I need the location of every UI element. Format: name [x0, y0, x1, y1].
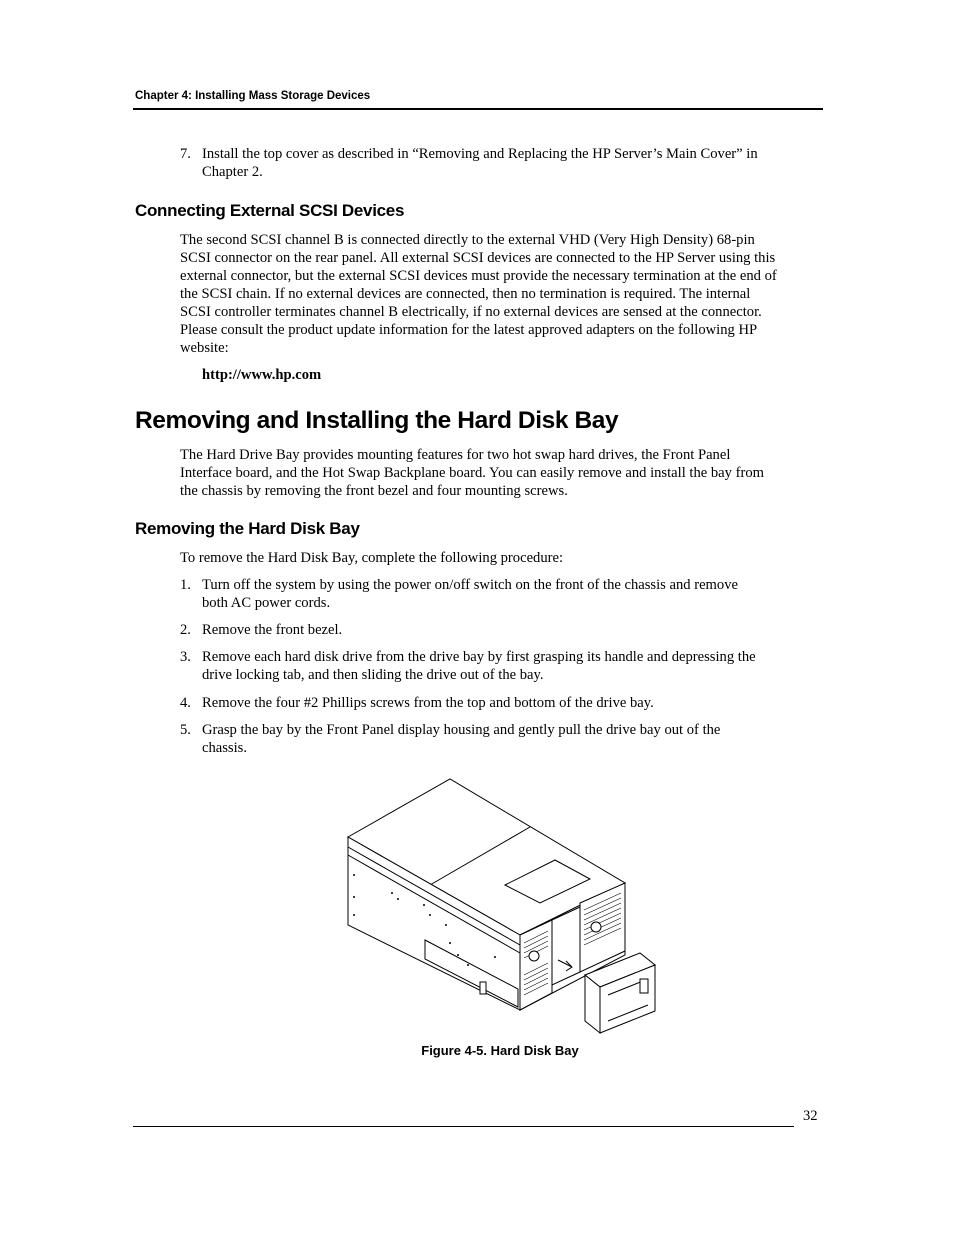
step-5-text	[202, 721, 812, 757]
figure-caption: Figure 4-5. Hard Disk Bay	[421, 1043, 579, 1058]
paragraph-line: SCSI controller terminates channel B electrically, if no external devices are sensed at the connector.	[180, 304, 762, 320]
step-2-number: 2.	[180, 622, 191, 638]
step-7-line-2: Chapter 2.	[202, 164, 263, 180]
step-line: chassis.	[202, 740, 247, 756]
heading-hard-disk-bay: Removing and Installing the Hard Disk Bay	[135, 407, 619, 434]
step-7-text	[202, 145, 812, 181]
step-4-text: Remove the four #2 Phillips screws from the top and bottom of the drive bay.	[202, 695, 654, 711]
running-header: Chapter 4: Installing Mass Storage Devices	[135, 90, 371, 102]
heading-external-scsi: Connecting External SCSI Devices	[135, 201, 405, 220]
procedure-intro: To remove the Hard Disk Bay, complete the following procedure:	[180, 550, 564, 566]
paragraph-line: The Hard Drive Bay provides mounting features for two hot swap hard drives, the Front Panel	[180, 447, 731, 463]
step-line: Remove each hard disk drive from the drive bay by first grasping its handle and depressing the	[202, 649, 756, 665]
paragraph-line: external connector, but the external SCSI devices must provide the necessary termination at the end of	[180, 268, 777, 284]
step-7-line-1: Install the top cover as described in “Removing and Replacing the HP Server’s Main Cover” in	[202, 146, 758, 162]
hp-website-url: http://www.hp.com	[202, 367, 322, 383]
step-7-number: 7.	[180, 146, 191, 162]
paragraph-external-scsi	[180, 231, 825, 357]
step-3-number: 3.	[180, 649, 191, 665]
footer-rule	[133, 1126, 794, 1127]
paragraph-line: website:	[180, 340, 229, 356]
paragraph-line: the chassis by removing the front bezel and four mounting screws.	[180, 483, 568, 499]
paragraph-hard-disk-bay	[180, 446, 825, 500]
paragraph-line: the SCSI chain. If no external devices are connected, then no termination is required. The internal	[180, 286, 751, 302]
header-rule	[133, 108, 823, 110]
step-line: Grasp the bay by the Front Panel display housing and gently pull the drive bay out of the	[202, 722, 721, 738]
hard-disk-bay-illustration	[340, 775, 665, 1037]
step-line: drive locking tab, and then sliding the drive out of the bay.	[202, 667, 544, 683]
page-number: 32	[803, 1108, 818, 1124]
step-1-text	[202, 576, 812, 612]
heading-removing-bay: Removing the Hard Disk Bay	[135, 519, 360, 538]
paragraph-line: Interface board, and the Hot Swap Backplane board. You can easily remove and install the bay from	[180, 465, 764, 481]
paragraph-line: The second SCSI channel B is connected directly to the external VHD (Very High Density) 68-pin	[180, 232, 755, 248]
step-4-number: 4.	[180, 695, 191, 711]
step-2-text: Remove the front bezel.	[202, 622, 343, 638]
step-3-text	[202, 648, 812, 684]
paragraph-line: Please consult the product update information for the latest approved adapters on the following HP	[180, 322, 758, 338]
step-1-number: 1.	[180, 577, 191, 593]
step-line: Turn off the system by using the power on/off switch on the front of the chassis and remove	[202, 577, 738, 593]
step-5-number: 5.	[180, 722, 191, 738]
paragraph-line: SCSI connector on the rear panel. All external SCSI devices are connected to the HP Server using this	[180, 250, 776, 266]
step-line: both AC power cords.	[202, 595, 331, 611]
